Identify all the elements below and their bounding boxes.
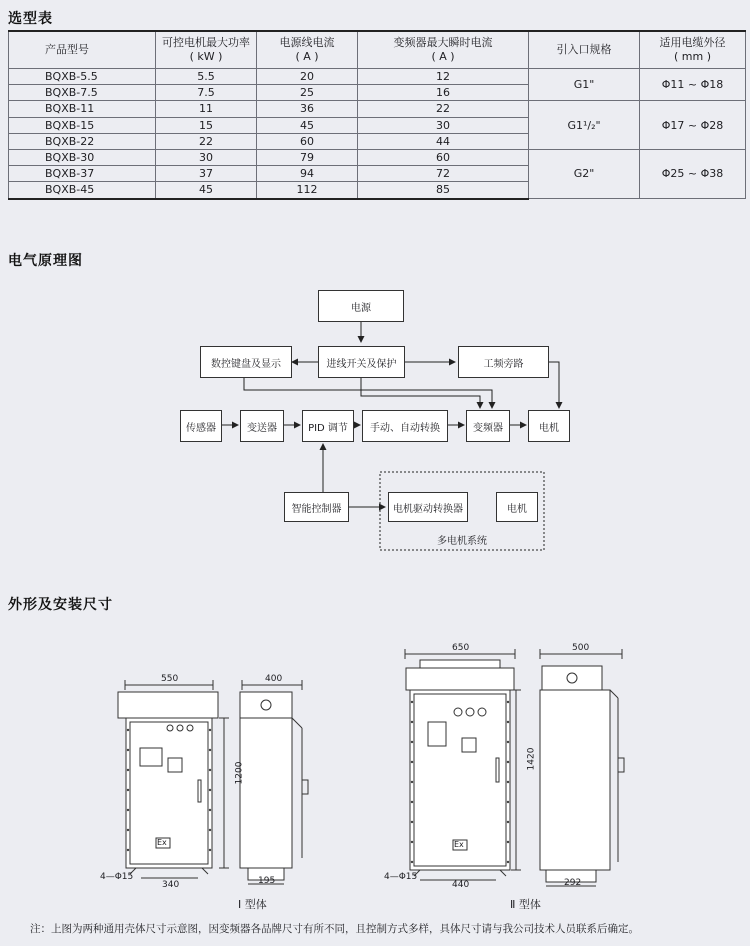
- type1-width: 550: [161, 674, 179, 684]
- cell-model: BQXB-37: [9, 166, 156, 182]
- cell-entry: G1¹/₂": [529, 101, 640, 150]
- col-header-current: 电源线电流 ( A ): [257, 31, 358, 69]
- enclosure-drawings: [0, 630, 750, 890]
- cell-model: BQXB-30: [9, 149, 156, 165]
- cell-current: 25: [257, 85, 358, 101]
- cell-current: 60: [257, 133, 358, 149]
- type1-depth: 400: [265, 674, 283, 684]
- type1-hole-span: 340: [162, 880, 180, 890]
- cell-peak: 72: [358, 166, 529, 182]
- col-header-power: 可控电机最大功率 ( kW ): [156, 31, 257, 69]
- block-keypad-display: 数控键盘及显示: [200, 346, 292, 378]
- cell-power: 5.5: [156, 69, 257, 85]
- type2-ex-mark: Ex: [454, 840, 464, 849]
- cell-entry: G1": [529, 69, 640, 101]
- cell-peak: 12: [358, 69, 529, 85]
- cell-peak: 22: [358, 101, 529, 117]
- cell-peak: 44: [358, 133, 529, 149]
- cell-model: BQXB-15: [9, 117, 156, 133]
- cell-model: BQXB-22: [9, 133, 156, 149]
- type1-depth-span: 195: [258, 876, 276, 886]
- block-transmitter: 变送器: [240, 410, 284, 442]
- type2-depth: 500: [572, 643, 590, 653]
- cell-entry: G2": [529, 149, 640, 198]
- block-motor-driver: 电机驱动转换器: [388, 492, 468, 522]
- section-title-dimensions: 外形及安装尺寸: [8, 597, 113, 613]
- cell-power: 7.5: [156, 85, 257, 101]
- cell-peak: 30: [358, 117, 529, 133]
- cell-peak: 16: [358, 85, 529, 101]
- cell-cable: Φ17 ~ Φ28: [640, 101, 746, 150]
- cell-cable: Φ25 ~ Φ38: [640, 149, 746, 198]
- type2-holes: 4—Φ15: [384, 872, 418, 882]
- block-motor: 电机: [528, 410, 570, 442]
- block-inverter: 变频器: [466, 410, 510, 442]
- col-header-entry: 引入口规格: [529, 31, 640, 69]
- col-header-peak: 变频器最大瞬时电流 ( A ): [358, 31, 529, 69]
- footnote: 注：上图为两种通用壳体尺寸示意图，因变频器各品牌尺寸有所不同，且控制方式多样，具体尺寸请与我公司技术人员联系后确定。: [30, 923, 639, 935]
- block-pid: PID 调节: [302, 410, 354, 442]
- block-sensor: 传感器: [180, 410, 222, 442]
- cell-cable: Φ11 ~ Φ18: [640, 69, 746, 101]
- cell-current: 36: [257, 101, 358, 117]
- type2-hole-span: 440: [452, 880, 470, 890]
- type2-height: 1420: [526, 747, 537, 771]
- block-bypass: 工频旁路: [458, 346, 549, 378]
- col-header-model: 产品型号: [9, 31, 156, 69]
- cell-model: BQXB-45: [9, 182, 156, 199]
- multi-motor-label: 多电机系统: [437, 536, 487, 547]
- block-motor-2: 电机: [496, 492, 538, 522]
- cell-model: BQXB-7.5: [9, 85, 156, 101]
- cell-peak: 85: [358, 182, 529, 199]
- type1-holes: 4—Φ15: [100, 872, 134, 882]
- cell-power: 11: [156, 101, 257, 117]
- cell-current: 79: [257, 149, 358, 165]
- type2-depth-span: 292: [564, 878, 582, 888]
- block-power: 电源: [318, 290, 404, 322]
- type1-ex-mark: Ex: [157, 838, 167, 847]
- type1-height: 1200: [234, 761, 245, 785]
- col-header-cable: 适用电缆外径 ( mm ): [640, 31, 746, 69]
- cell-model: BQXB-11: [9, 101, 156, 117]
- cell-power: 30: [156, 149, 257, 165]
- cell-power: 22: [156, 133, 257, 149]
- cell-current: 112: [257, 182, 358, 199]
- type2-label: Ⅱ 型体: [510, 898, 541, 911]
- type2-width: 650: [452, 643, 470, 653]
- cell-current: 20: [257, 69, 358, 85]
- section-title-principle: 电气原理图: [8, 253, 83, 269]
- cell-current: 94: [257, 166, 358, 182]
- block-manual-auto: 手动、自动转换: [362, 410, 448, 442]
- type1-label: Ⅰ 型体: [238, 898, 267, 911]
- cell-power: 45: [156, 182, 257, 199]
- block-switch-protection: 进线开关及保护: [318, 346, 405, 378]
- cell-power: 37: [156, 166, 257, 182]
- cell-peak: 60: [358, 149, 529, 165]
- cell-power: 15: [156, 117, 257, 133]
- section-title-selection: 选型表: [8, 11, 53, 27]
- cell-current: 45: [257, 117, 358, 133]
- cell-model: BQXB-5.5: [9, 69, 156, 85]
- block-smart-controller: 智能控制器: [284, 492, 349, 522]
